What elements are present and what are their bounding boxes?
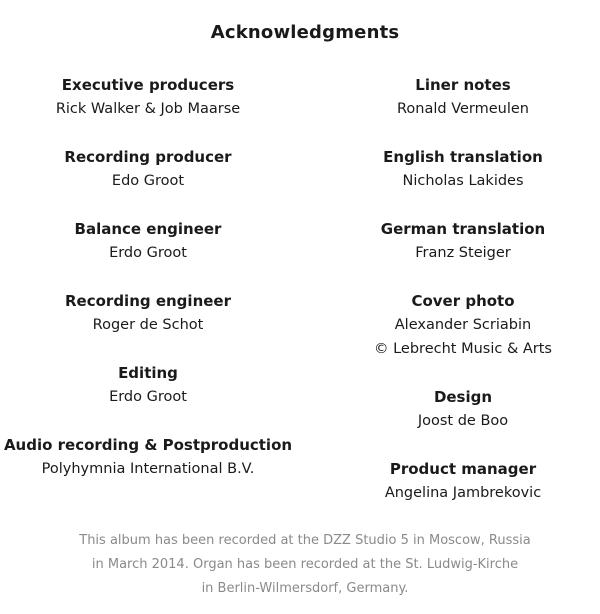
credit-cover-photo	[318, 289, 600, 361]
credit-name: Franz Steiger	[415, 245, 511, 261]
page-title: Acknowledgments	[210, 22, 400, 43]
credit-role: Liner notes	[415, 76, 511, 94]
credit-name: Angelina Jambrekovic	[384, 485, 542, 501]
credit-english-translation	[318, 145, 600, 193]
credit-product-manager	[318, 457, 600, 505]
credit-name: Roger de Schot	[92, 317, 204, 333]
credit-name: Edo Groot	[111, 173, 185, 189]
credit-name: Polyhymnia International B.V.	[41, 461, 255, 477]
credit-recording-producer	[0, 145, 296, 193]
credit-name: Joost de Boo	[417, 413, 509, 429]
credit-role: Cover photo	[411, 292, 515, 310]
credit-name: Ronald Vermeulen	[396, 101, 529, 117]
credit-design	[318, 385, 600, 433]
recording-note	[0, 529, 600, 601]
credit-role: Recording engineer	[65, 292, 231, 310]
credit-name: Erdo Groot	[109, 245, 187, 261]
credit-name-copyright: © Lebrecht Music & Arts	[374, 341, 552, 357]
credit-audio-recording	[0, 433, 296, 481]
credit-name: Nicholas Lakides	[402, 173, 524, 189]
recording-note-line: This album has been recorded at the DZZ Studio 5 in Moscow, Russia	[79, 533, 531, 548]
credit-role: Editing	[118, 364, 178, 382]
credits-right-column	[318, 73, 600, 529]
credit-name: Erdo Groot	[109, 389, 187, 405]
credit-name: Rick Walker & Job Maarse	[55, 101, 241, 117]
credit-editing	[0, 361, 296, 409]
credit-role: Balance engineer	[74, 220, 222, 238]
credit-balance-engineer	[0, 217, 296, 265]
credit-recording-engineer	[0, 289, 296, 337]
credit-role: Design	[433, 388, 493, 406]
credits-left-column	[0, 73, 296, 505]
credit-role: Product manager	[389, 460, 537, 478]
credit-role: Audio recording & Postproduction	[3, 436, 293, 454]
credit-role: Executive producers	[61, 76, 235, 94]
credit-role: German translation	[380, 220, 546, 238]
recording-note-line: in March 2014. Organ has been recorded at the St. Ludwig-Kirche	[91, 557, 519, 572]
credit-german-translation	[318, 217, 600, 265]
credit-executive-producers	[0, 73, 296, 121]
recording-note-line: in Berlin-Wilmersdorf, Germany.	[201, 581, 409, 596]
credit-liner-notes	[318, 73, 600, 121]
credit-name: Alexander Scriabin	[394, 317, 532, 333]
credit-role: English translation	[383, 148, 543, 166]
credit-role: Recording producer	[64, 148, 232, 166]
